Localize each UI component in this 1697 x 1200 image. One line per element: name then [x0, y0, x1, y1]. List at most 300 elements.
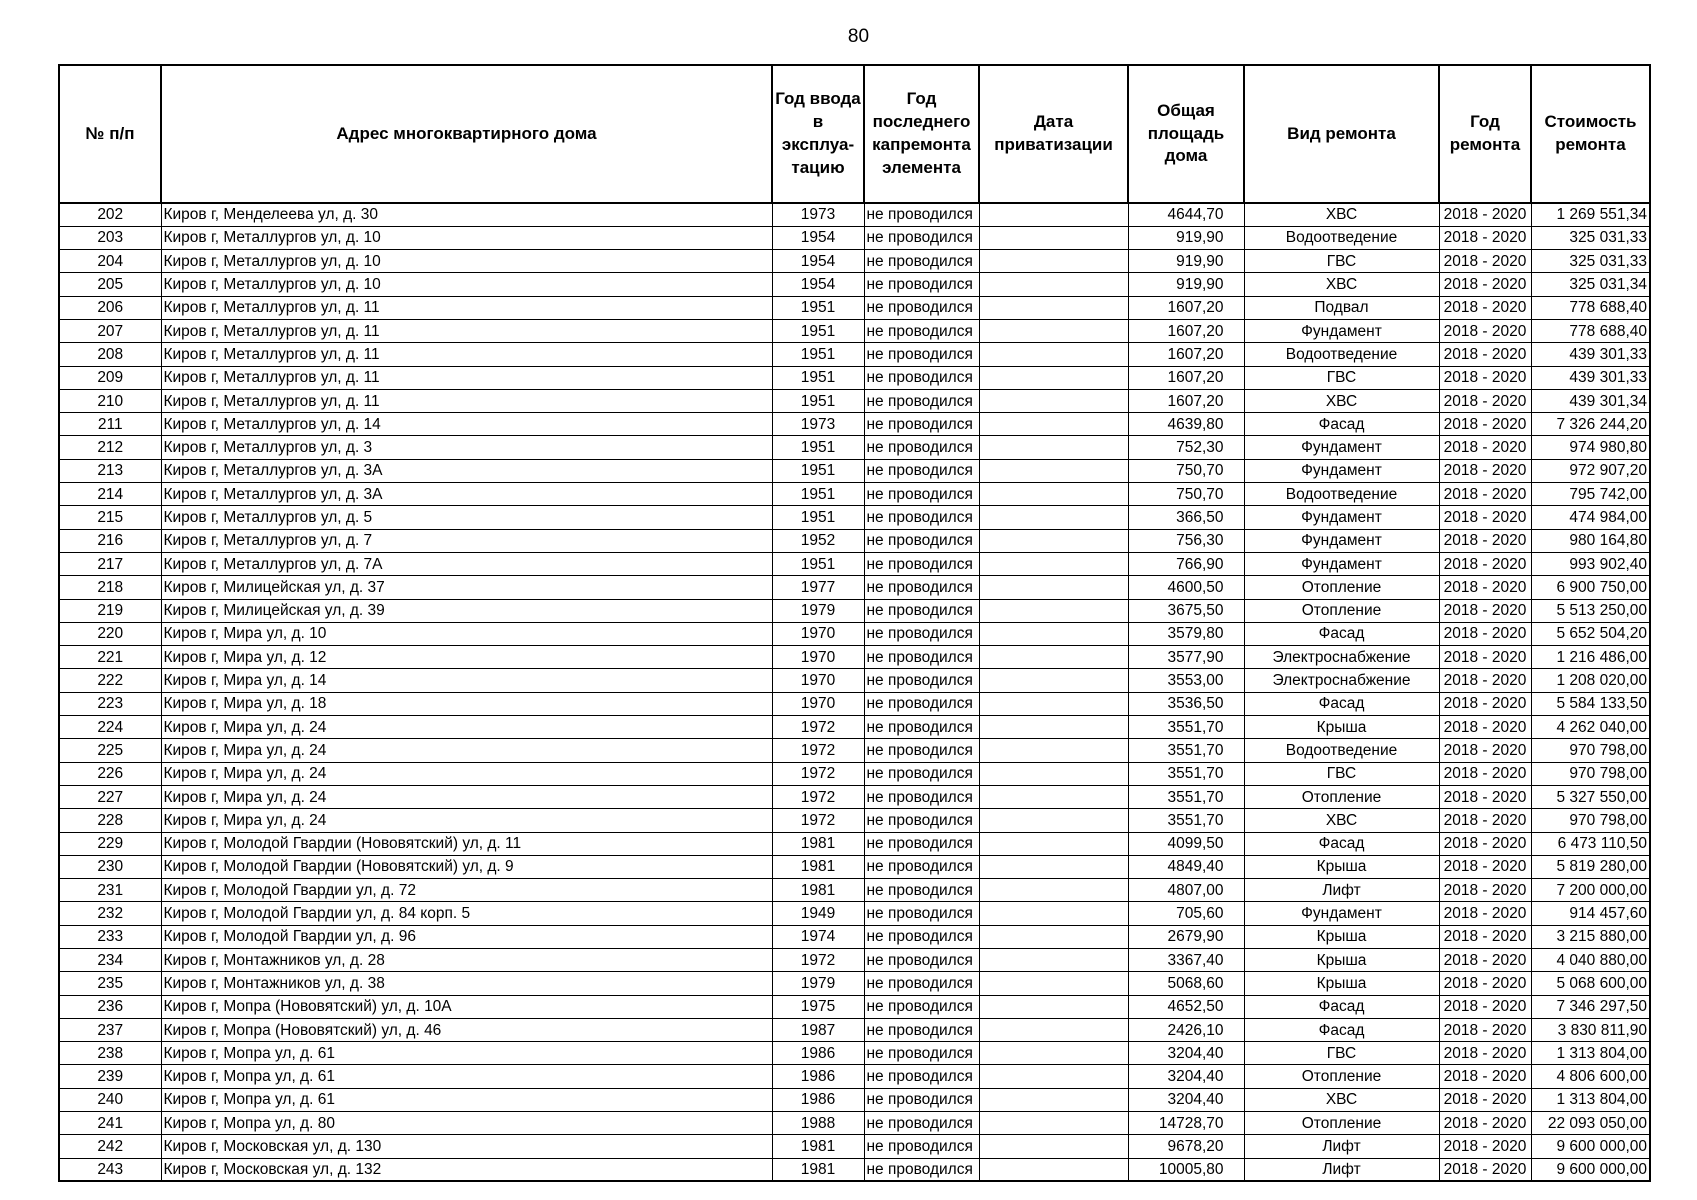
cell-num: 235	[59, 972, 161, 995]
cell-year-built: 1988	[772, 1112, 864, 1135]
cell-address: Киров г, Мира ул, д. 24	[161, 716, 772, 739]
cell-cost: 1 269 551,34	[1531, 203, 1650, 226]
cell-last-repair: не проводился	[864, 552, 979, 575]
cell-address: Киров г, Металлургов ул, д. 14	[161, 413, 772, 436]
table-row	[59, 855, 1650, 878]
cell-privatization	[979, 203, 1128, 226]
cell-repair-type: Фундамент	[1244, 902, 1439, 925]
cell-cost: 9 600 000,00	[1531, 1135, 1650, 1158]
cell-repair-type: ХВС	[1244, 273, 1439, 296]
table-row	[59, 483, 1650, 506]
cell-year-built: 1970	[772, 669, 864, 692]
cell-year-built: 1951	[772, 366, 864, 389]
cell-repair-year: 2018 - 2020	[1439, 1065, 1531, 1088]
cell-last-repair: не проводился	[864, 576, 979, 599]
cell-num: 210	[59, 389, 161, 412]
cell-year-built: 1986	[772, 1065, 864, 1088]
cell-repair-year: 2018 - 2020	[1439, 273, 1531, 296]
cell-year-built: 1979	[772, 972, 864, 995]
header-cost: Стоимость ремонта	[1531, 65, 1650, 203]
cell-area: 750,70	[1128, 483, 1244, 506]
cell-privatization	[979, 343, 1128, 366]
cell-cost: 974 980,80	[1531, 436, 1650, 459]
cell-privatization	[979, 226, 1128, 249]
table-row	[59, 1042, 1650, 1065]
cell-address: Киров г, Мопра ул, д. 61	[161, 1088, 772, 1111]
cell-repair-type: Фасад	[1244, 832, 1439, 855]
cell-address: Киров г, Металлургов ул, д. 11	[161, 389, 772, 412]
cell-last-repair: не проводился	[864, 1135, 979, 1158]
cell-repair-type: Фасад	[1244, 1018, 1439, 1041]
cell-area: 3551,70	[1128, 716, 1244, 739]
cell-last-repair: не проводился	[864, 203, 979, 226]
table-row	[59, 343, 1650, 366]
cell-repair-year: 2018 - 2020	[1439, 1018, 1531, 1041]
cell-area: 3551,70	[1128, 739, 1244, 762]
cell-num: 213	[59, 459, 161, 482]
cell-cost: 325 031,34	[1531, 273, 1650, 296]
cell-cost: 993 902,40	[1531, 552, 1650, 575]
cell-address: Киров г, Металлургов ул, д. 11	[161, 366, 772, 389]
cell-cost: 778 688,40	[1531, 319, 1650, 342]
cell-cost: 970 798,00	[1531, 739, 1650, 762]
cell-cost: 6 900 750,00	[1531, 576, 1650, 599]
table-row	[59, 250, 1650, 273]
table-row	[59, 1112, 1650, 1135]
cell-year-built: 1951	[772, 459, 864, 482]
cell-last-repair: не проводился	[864, 1158, 979, 1181]
cell-last-repair: не проводился	[864, 483, 979, 506]
cell-privatization	[979, 925, 1128, 948]
cell-year-built: 1981	[772, 879, 864, 902]
cell-privatization	[979, 599, 1128, 622]
cell-num: 229	[59, 832, 161, 855]
cell-cost: 5 327 550,00	[1531, 785, 1650, 808]
cell-address: Киров г, Милицейская ул, д. 39	[161, 599, 772, 622]
cell-area: 3551,70	[1128, 762, 1244, 785]
cell-area: 3204,40	[1128, 1042, 1244, 1065]
cell-privatization	[979, 576, 1128, 599]
cell-cost: 5 068 600,00	[1531, 972, 1650, 995]
cell-repair-type: Фундамент	[1244, 319, 1439, 342]
cell-area: 705,60	[1128, 902, 1244, 925]
cell-repair-type: ГВС	[1244, 250, 1439, 273]
cell-privatization	[979, 646, 1128, 669]
cell-num: 227	[59, 785, 161, 808]
cell-last-repair: не проводился	[864, 1065, 979, 1088]
cell-cost: 3 215 880,00	[1531, 925, 1650, 948]
cell-cost: 7 326 244,20	[1531, 413, 1650, 436]
cell-year-built: 1951	[772, 343, 864, 366]
cell-num: 208	[59, 343, 161, 366]
cell-year-built: 1974	[772, 925, 864, 948]
cell-repair-year: 2018 - 2020	[1439, 762, 1531, 785]
cell-last-repair: не проводился	[864, 319, 979, 342]
header-area: Общая площадь дома	[1128, 65, 1244, 203]
cell-repair-year: 2018 - 2020	[1439, 855, 1531, 878]
cell-privatization	[979, 1065, 1128, 1088]
table-row	[59, 459, 1650, 482]
cell-repair-year: 2018 - 2020	[1439, 1042, 1531, 1065]
cell-repair-year: 2018 - 2020	[1439, 879, 1531, 902]
cell-last-repair: не проводился	[864, 296, 979, 319]
cell-year-built: 1972	[772, 949, 864, 972]
table-row	[59, 413, 1650, 436]
cell-cost: 6 473 110,50	[1531, 832, 1650, 855]
table-row	[59, 716, 1650, 739]
cell-year-built: 1972	[772, 762, 864, 785]
cell-year-built: 1972	[772, 716, 864, 739]
cell-year-built: 1951	[772, 483, 864, 506]
cell-privatization	[979, 879, 1128, 902]
cell-num: 233	[59, 925, 161, 948]
cell-cost: 325 031,33	[1531, 226, 1650, 249]
cell-repair-type: ГВС	[1244, 1042, 1439, 1065]
cell-last-repair: не проводился	[864, 1088, 979, 1111]
cell-num: 209	[59, 366, 161, 389]
cell-privatization	[979, 319, 1128, 342]
cell-year-built: 1986	[772, 1042, 864, 1065]
cell-last-repair: не проводился	[864, 646, 979, 669]
table-row	[59, 972, 1650, 995]
cell-cost: 1 313 804,00	[1531, 1042, 1650, 1065]
cell-repair-year: 2018 - 2020	[1439, 949, 1531, 972]
cell-year-built: 1970	[772, 646, 864, 669]
cell-privatization	[979, 483, 1128, 506]
cell-num: 240	[59, 1088, 161, 1111]
cell-year-built: 1973	[772, 413, 864, 436]
cell-repair-type: ХВС	[1244, 809, 1439, 832]
cell-num: 216	[59, 529, 161, 552]
cell-repair-year: 2018 - 2020	[1439, 692, 1531, 715]
cell-num: 206	[59, 296, 161, 319]
cell-privatization	[979, 459, 1128, 482]
cell-area: 1607,20	[1128, 319, 1244, 342]
cell-repair-type: Фундамент	[1244, 529, 1439, 552]
cell-privatization	[979, 529, 1128, 552]
cell-last-repair: не проводился	[864, 832, 979, 855]
cell-repair-year: 2018 - 2020	[1439, 785, 1531, 808]
cell-address: Киров г, Мира ул, д. 14	[161, 669, 772, 692]
cell-privatization	[979, 366, 1128, 389]
cell-num: 221	[59, 646, 161, 669]
table-row	[59, 646, 1650, 669]
cell-last-repair: не проводился	[864, 366, 979, 389]
cell-repair-year: 2018 - 2020	[1439, 413, 1531, 436]
header-repair-type: Вид ремонта	[1244, 65, 1439, 203]
cell-cost: 325 031,33	[1531, 250, 1650, 273]
cell-area: 4099,50	[1128, 832, 1244, 855]
cell-cost: 22 093 050,00	[1531, 1112, 1650, 1135]
cell-area: 10005,80	[1128, 1158, 1244, 1181]
cell-area: 1607,20	[1128, 296, 1244, 319]
cell-last-repair: не проводился	[864, 343, 979, 366]
cell-area: 3551,70	[1128, 785, 1244, 808]
cell-last-repair: не проводился	[864, 949, 979, 972]
cell-area: 3553,00	[1128, 669, 1244, 692]
cell-address: Киров г, Металлургов ул, д. 10	[161, 250, 772, 273]
cell-last-repair: не проводился	[864, 389, 979, 412]
cell-repair-type: Водоотведение	[1244, 739, 1439, 762]
cell-num: 225	[59, 739, 161, 762]
cell-cost: 4 040 880,00	[1531, 949, 1650, 972]
cell-privatization	[979, 1088, 1128, 1111]
cell-repair-year: 2018 - 2020	[1439, 343, 1531, 366]
cell-num: 207	[59, 319, 161, 342]
cell-num: 224	[59, 716, 161, 739]
cell-year-built: 1986	[772, 1088, 864, 1111]
cell-area: 1607,20	[1128, 389, 1244, 412]
cell-last-repair: не проводился	[864, 925, 979, 948]
cell-address: Киров г, Металлургов ул, д. 3А	[161, 459, 772, 482]
cell-num: 234	[59, 949, 161, 972]
cell-area: 3579,80	[1128, 622, 1244, 645]
cell-cost: 1 208 020,00	[1531, 669, 1650, 692]
cell-privatization	[979, 855, 1128, 878]
table-row	[59, 1158, 1650, 1181]
cell-address: Киров г, Московская ул, д. 130	[161, 1135, 772, 1158]
cell-year-built: 1972	[772, 739, 864, 762]
cell-address: Киров г, Милицейская ул, д. 37	[161, 576, 772, 599]
cell-cost: 980 164,80	[1531, 529, 1650, 552]
header-year-built: Год ввода в эксплуа- тацию	[772, 65, 864, 203]
cell-address: Киров г, Мопра ул, д. 61	[161, 1065, 772, 1088]
table-row	[59, 436, 1650, 459]
header-privatization: Дата приватизации	[979, 65, 1128, 203]
cell-area: 366,50	[1128, 506, 1244, 529]
cell-address: Киров г, Металлургов ул, д. 11	[161, 296, 772, 319]
cell-repair-year: 2018 - 2020	[1439, 319, 1531, 342]
header-address: Адрес многоквартирного дома	[161, 65, 772, 203]
cell-year-built: 1949	[772, 902, 864, 925]
cell-area: 756,30	[1128, 529, 1244, 552]
table-row	[59, 203, 1650, 226]
cell-address: Киров г, Металлургов ул, д. 11	[161, 343, 772, 366]
cell-privatization	[979, 995, 1128, 1018]
cell-privatization	[979, 972, 1128, 995]
table-row	[59, 576, 1650, 599]
cell-address: Киров г, Мира ул, д. 10	[161, 622, 772, 645]
cell-num: 223	[59, 692, 161, 715]
cell-repair-year: 2018 - 2020	[1439, 576, 1531, 599]
cell-year-built: 1951	[772, 506, 864, 529]
cell-num: 220	[59, 622, 161, 645]
cell-repair-type: Фундамент	[1244, 459, 1439, 482]
cell-repair-year: 2018 - 2020	[1439, 552, 1531, 575]
cell-cost: 3 830 811,90	[1531, 1018, 1650, 1041]
cell-area: 4807,00	[1128, 879, 1244, 902]
cell-repair-year: 2018 - 2020	[1439, 669, 1531, 692]
cell-repair-type: Подвал	[1244, 296, 1439, 319]
cell-year-built: 1973	[772, 203, 864, 226]
cell-cost: 1 216 486,00	[1531, 646, 1650, 669]
cell-last-repair: не проводился	[864, 226, 979, 249]
cell-area: 4600,50	[1128, 576, 1244, 599]
cell-repair-type: Фундамент	[1244, 436, 1439, 459]
cell-area: 919,90	[1128, 250, 1244, 273]
cell-address: Киров г, Мира ул, д. 24	[161, 785, 772, 808]
table-row	[59, 273, 1650, 296]
cell-last-repair: не проводился	[864, 716, 979, 739]
cell-repair-type: ХВС	[1244, 203, 1439, 226]
cell-repair-year: 2018 - 2020	[1439, 296, 1531, 319]
page-number: 80	[847, 26, 870, 47]
cell-repair-type: Водоотведение	[1244, 343, 1439, 366]
cell-num: 214	[59, 483, 161, 506]
cell-repair-year: 2018 - 2020	[1439, 739, 1531, 762]
table-row	[59, 925, 1650, 948]
cell-area: 1607,20	[1128, 343, 1244, 366]
cell-address: Киров г, Молодой Гвардии ул, д. 84 корп. 5	[161, 902, 772, 925]
cell-repair-type: Водоотведение	[1244, 226, 1439, 249]
cell-repair-type: Фасад	[1244, 413, 1439, 436]
cell-cost: 439 301,33	[1531, 343, 1650, 366]
cell-privatization	[979, 296, 1128, 319]
cell-repair-type: Лифт	[1244, 1135, 1439, 1158]
table-row	[59, 762, 1650, 785]
cell-address: Киров г, Металлургов ул, д. 3	[161, 436, 772, 459]
cell-last-repair: не проводился	[864, 273, 979, 296]
cell-year-built: 1972	[772, 809, 864, 832]
cell-area: 3367,40	[1128, 949, 1244, 972]
cell-num: 204	[59, 250, 161, 273]
cell-repair-type: Крыша	[1244, 949, 1439, 972]
cell-address: Киров г, Металлургов ул, д. 5	[161, 506, 772, 529]
cell-num: 211	[59, 413, 161, 436]
table-row	[59, 809, 1650, 832]
cell-year-built: 1952	[772, 529, 864, 552]
cell-repair-year: 2018 - 2020	[1439, 506, 1531, 529]
cell-repair-year: 2018 - 2020	[1439, 809, 1531, 832]
cell-repair-type: Лифт	[1244, 879, 1439, 902]
cell-privatization	[979, 1018, 1128, 1041]
cell-cost: 970 798,00	[1531, 809, 1650, 832]
cell-area: 2679,90	[1128, 925, 1244, 948]
cell-area: 14728,70	[1128, 1112, 1244, 1135]
cell-privatization	[979, 413, 1128, 436]
cell-num: 241	[59, 1112, 161, 1135]
cell-address: Киров г, Металлургов ул, д. 10	[161, 226, 772, 249]
cell-year-built: 1951	[772, 436, 864, 459]
table-row	[59, 319, 1650, 342]
cell-repair-type: Отопление	[1244, 1112, 1439, 1135]
cell-address: Киров г, Молодой Гвардии ул, д. 96	[161, 925, 772, 948]
cell-repair-year: 2018 - 2020	[1439, 226, 1531, 249]
cell-repair-type: Отопление	[1244, 1065, 1439, 1088]
table-body	[59, 203, 1650, 1181]
cell-address: Киров г, Московская ул, д. 132	[161, 1158, 772, 1181]
cell-cost: 914 457,60	[1531, 902, 1650, 925]
cell-cost: 972 907,20	[1531, 459, 1650, 482]
cell-repair-type: Отопление	[1244, 785, 1439, 808]
cell-address: Киров г, Монтажников ул, д. 38	[161, 972, 772, 995]
cell-address: Киров г, Мопра ул, д. 80	[161, 1112, 772, 1135]
cell-repair-type: Отопление	[1244, 599, 1439, 622]
cell-year-built: 1970	[772, 622, 864, 645]
cell-last-repair: не проводился	[864, 692, 979, 715]
cell-repair-year: 2018 - 2020	[1439, 972, 1531, 995]
cell-privatization	[979, 762, 1128, 785]
cell-repair-year: 2018 - 2020	[1439, 995, 1531, 1018]
cell-area: 4652,50	[1128, 995, 1244, 1018]
cell-privatization	[979, 506, 1128, 529]
cell-num: 236	[59, 995, 161, 1018]
cell-num: 242	[59, 1135, 161, 1158]
cell-privatization	[979, 716, 1128, 739]
cell-repair-type: Фундамент	[1244, 506, 1439, 529]
cell-repair-year: 2018 - 2020	[1439, 925, 1531, 948]
cell-repair-year: 2018 - 2020	[1439, 902, 1531, 925]
cell-cost: 778 688,40	[1531, 296, 1650, 319]
cell-repair-year: 2018 - 2020	[1439, 622, 1531, 645]
cell-privatization	[979, 669, 1128, 692]
cell-area: 5068,60	[1128, 972, 1244, 995]
cell-address: Киров г, Металлургов ул, д. 11	[161, 319, 772, 342]
cell-last-repair: не проводился	[864, 506, 979, 529]
cell-num: 217	[59, 552, 161, 575]
header-repair-year: Год ремонта	[1439, 65, 1531, 203]
cell-year-built: 1981	[772, 855, 864, 878]
cell-repair-year: 2018 - 2020	[1439, 1158, 1531, 1181]
cell-area: 3204,40	[1128, 1088, 1244, 1111]
cell-repair-year: 2018 - 2020	[1439, 599, 1531, 622]
table-row	[59, 1065, 1650, 1088]
cell-last-repair: не проводился	[864, 972, 979, 995]
cell-last-repair: не проводился	[864, 785, 979, 808]
cell-repair-year: 2018 - 2020	[1439, 1088, 1531, 1111]
cell-cost: 1 313 804,00	[1531, 1088, 1650, 1111]
cell-privatization	[979, 739, 1128, 762]
cell-repair-type: Фасад	[1244, 995, 1439, 1018]
table-row	[59, 389, 1650, 412]
cell-num: 230	[59, 855, 161, 878]
cell-last-repair: не проводился	[864, 855, 979, 878]
cell-area: 3204,40	[1128, 1065, 1244, 1088]
cell-last-repair: не проводился	[864, 1112, 979, 1135]
repair-registry-table	[58, 64, 1651, 1182]
cell-repair-year: 2018 - 2020	[1439, 203, 1531, 226]
table-row	[59, 949, 1650, 972]
cell-cost: 5 584 133,50	[1531, 692, 1650, 715]
cell-num: 219	[59, 599, 161, 622]
cell-repair-year: 2018 - 2020	[1439, 1135, 1531, 1158]
cell-privatization	[979, 809, 1128, 832]
cell-area: 4639,80	[1128, 413, 1244, 436]
cell-num: 238	[59, 1042, 161, 1065]
cell-num: 222	[59, 669, 161, 692]
cell-area: 1607,20	[1128, 366, 1244, 389]
table-row	[59, 226, 1650, 249]
cell-repair-year: 2018 - 2020	[1439, 389, 1531, 412]
table-row	[59, 692, 1650, 715]
cell-address: Киров г, Металлургов ул, д. 7	[161, 529, 772, 552]
cell-repair-year: 2018 - 2020	[1439, 832, 1531, 855]
cell-num: 218	[59, 576, 161, 599]
cell-privatization	[979, 1135, 1128, 1158]
cell-num: 205	[59, 273, 161, 296]
cell-privatization	[979, 552, 1128, 575]
cell-last-repair: не проводился	[864, 529, 979, 552]
cell-repair-type: ГВС	[1244, 762, 1439, 785]
cell-area: 3577,90	[1128, 646, 1244, 669]
cell-privatization	[979, 622, 1128, 645]
cell-address: Киров г, Мопра (Нововятский) ул, д. 10А	[161, 995, 772, 1018]
cell-address: Киров г, Металлургов ул, д. 7А	[161, 552, 772, 575]
cell-area: 766,90	[1128, 552, 1244, 575]
table-row	[59, 739, 1650, 762]
cell-num: 215	[59, 506, 161, 529]
cell-area: 4644,70	[1128, 203, 1244, 226]
